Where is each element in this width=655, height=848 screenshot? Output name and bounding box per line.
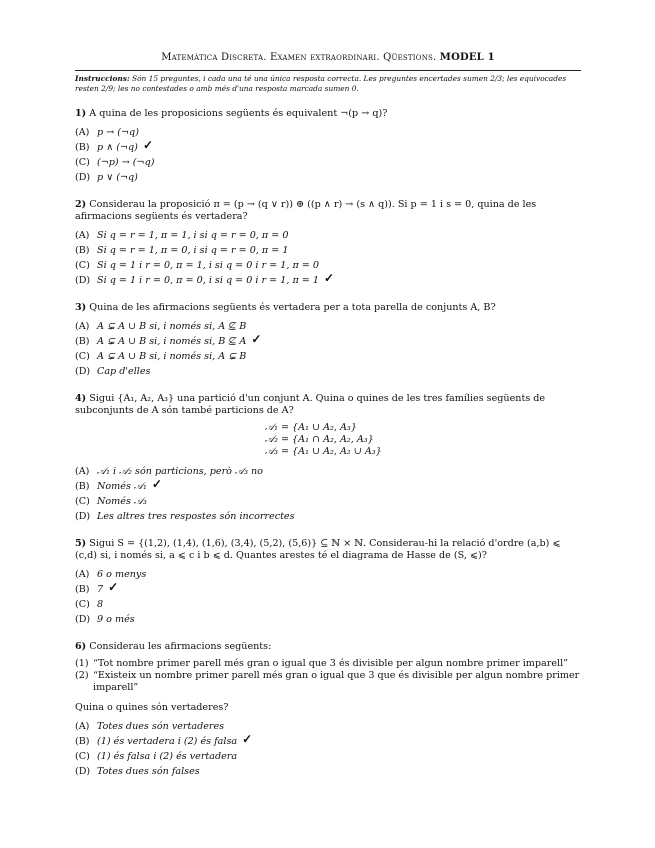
question-body: Sigui {A₁, A₂, A₃} una partició d'un conjunt A. Quina o quines de les tres famílies següents de subconjunts de A són també particions de A? [75,393,546,416]
question-6 [75,641,581,779]
family-definition: 𝒜₁ = {A₁ ∪ A₂, A₃} [265,422,357,433]
option-text: p ∨ (¬q) [97,172,138,183]
question-number: 4) [75,393,87,404]
instructions-text: Són 15 preguntes, i cada una té una única resposta correcta. Les preguntes encertades sumen 2/3; les equivocades resten 2/9; les no contestades o amb més d'una resposta marcada sumen 0. [75,74,567,93]
question-5 [75,538,581,627]
question-body: Considerau la proposició π = (p → (q ∨ r)) ⊕ ((p ∧ r) → (s ∧ q)). Si p = 1 i s = 0, quina de les afirmacions següents és vertadera? [75,199,537,222]
answer-option [75,494,581,509]
question-text [75,641,581,653]
option-label: (A) [75,230,90,241]
answer-option [75,364,581,379]
answer-option [75,140,581,155]
instructions-label: Instruccions: [75,74,130,83]
question-number: 3) [75,302,87,313]
option-text: p → (¬q) [97,127,139,138]
option-label: (B) [75,245,90,256]
option-text: (1) és falsa i (2) és vertadera [97,751,238,762]
question-3 [75,302,581,379]
statement [75,658,581,670]
option-text: A ⊊ A ∪ B si, i només si, B ⊈ A [97,336,247,347]
question-number: 5) [75,538,87,549]
statement [75,670,581,694]
answer-option [75,734,581,749]
option-label: (A) [75,721,90,732]
question-body: A quina de les proposicions següents és equivalent ¬(p → q)? [89,108,388,119]
family-definition: 𝒜₃ = {A₁ ∪ A₂, A₂ ∪ A₃} [265,446,382,457]
option-label: (B) [75,584,90,595]
option-label: (C) [75,351,90,362]
option-label: (D) [75,172,91,183]
option-label: (C) [75,751,90,762]
family-definitions [265,422,581,458]
check-icon: ✓ [251,332,262,346]
question-number: 6) [75,641,87,652]
question-2 [75,199,581,288]
answer-option [75,719,581,734]
answer-option [75,764,581,779]
answer-option [75,612,581,627]
answer-option [75,509,581,524]
question-body: Sigui S = {(1,2), (1,4), (1,6), (3,4), (5,2), (5,6)} ⊆ ℕ × ℕ. Considerau-hi la relació d'ordre (a,b) ⩽ (c,d) si, i només si, a ⩽ c i b ⩽ d. Quantes arestes té el diagrama de Hasse de (S, ⩽)? [75,538,561,561]
answer-option [75,567,581,582]
answer-option [75,155,581,170]
option-text: Només 𝒜₃ [97,496,147,507]
option-text: p ∧ (¬q) [97,142,138,153]
option-label: (C) [75,157,90,168]
option-text: A ⊊ A ∪ B si, i només si, A ⊈ B [97,321,247,332]
option-text: Si q = 1 i r = 0, π = 1, i si q = 0 i r = 1, π = 0 [97,260,319,271]
option-text: (¬p) → (¬q) [97,157,155,168]
option-text: Totes dues són vertaderes [97,721,225,732]
check-icon: ✓ [108,580,119,594]
title-rule [75,70,581,71]
option-label: (C) [75,260,90,271]
question-body: Considerau les afirmacions següents: [89,641,272,652]
option-text: 8 [97,599,104,610]
answer-option [75,582,581,597]
statement-label: (2) [75,670,89,681]
question-number: 2) [75,199,87,210]
option-label: (A) [75,127,90,138]
check-icon: ✓ [242,732,253,746]
option-text: Les altres tres respostes són incorrectes [97,511,295,522]
option-text: 9 o més [97,614,135,625]
exam-page [75,52,581,793]
option-text: Cap d'elles [97,366,151,377]
statement-label: (1) [75,658,89,669]
title-model: MODEL 1 [439,52,495,63]
question-text [75,393,581,417]
question-number: 1) [75,108,87,119]
option-text: Si q = 1 i r = 0, π = 0, i si q = 0 i r = 1, π = 1 [97,275,319,286]
option-text: A ⊊ A ∪ B si, i només si, A ⊊ B [97,351,247,362]
option-label: (A) [75,321,90,332]
question-text [75,199,581,223]
check-icon: ✓ [324,271,335,285]
option-text: Totes dues són falses [97,766,200,777]
option-text: 6 o menys [97,569,147,580]
question-text [75,538,581,562]
answer-option [75,597,581,612]
answer-option [75,273,581,288]
option-text: 7 [97,584,104,595]
instructions [75,74,581,94]
option-label: (B) [75,736,90,747]
answer-option [75,243,581,258]
answer-option [75,479,581,494]
option-text: Si q = r = 1, π = 0, i si q = r = 0, π = 1 [97,245,289,256]
option-label: (D) [75,366,91,377]
option-label: (A) [75,569,90,580]
option-text: 𝒜₁ i 𝒜₂ són particions, però 𝒜₃ no [97,466,263,477]
option-label: (B) [75,142,90,153]
option-label: (D) [75,614,91,625]
answer-option [75,228,581,243]
check-icon: ✓ [142,138,153,152]
option-label: (D) [75,766,91,777]
check-icon: ✓ [151,477,162,491]
option-label: (C) [75,496,90,507]
answer-option [75,170,581,185]
option-text: Si q = r = 1, π = 1, i si q = r = 0, π = 0 [97,230,289,241]
option-label: (D) [75,511,91,522]
question-text [75,302,581,314]
option-label: (C) [75,599,90,610]
question-4 [75,393,581,524]
answer-option [75,349,581,364]
answer-option [75,464,581,479]
answer-option [75,319,581,334]
question-text [75,108,581,120]
option-text: (1) és vertadera i (2) és falsa [97,736,238,747]
statement-text: “Existeix un nombre primer parell més gran o igual que 3 que és divisible per algun nombre primer imparell” [93,670,580,693]
title-main: Matemàtica Discreta. Examen extraordinari. Qüestions. [161,52,437,63]
exam-title [75,52,581,63]
option-label: (B) [75,336,90,347]
answer-option [75,334,581,349]
option-text: Només 𝒜₁ [97,481,147,492]
option-label: (D) [75,275,91,286]
option-label: (B) [75,481,90,492]
subquestion: Quina o quines són vertaderes? [75,702,229,713]
question-body: Quina de les afirmacions següents és vertadera per a tota parella de conjunts A, B? [89,302,496,313]
option-label: (A) [75,466,90,477]
statement-text: “Tot nombre primer parell més gran o igual que 3 és divisible per algun nombre primer imparell” [93,658,569,669]
question-1 [75,108,581,185]
answer-option [75,749,581,764]
questions-list [75,108,581,779]
family-definition: 𝒜₂ = {A₁ ∩ A₂, A₂, A₃} [265,434,374,445]
